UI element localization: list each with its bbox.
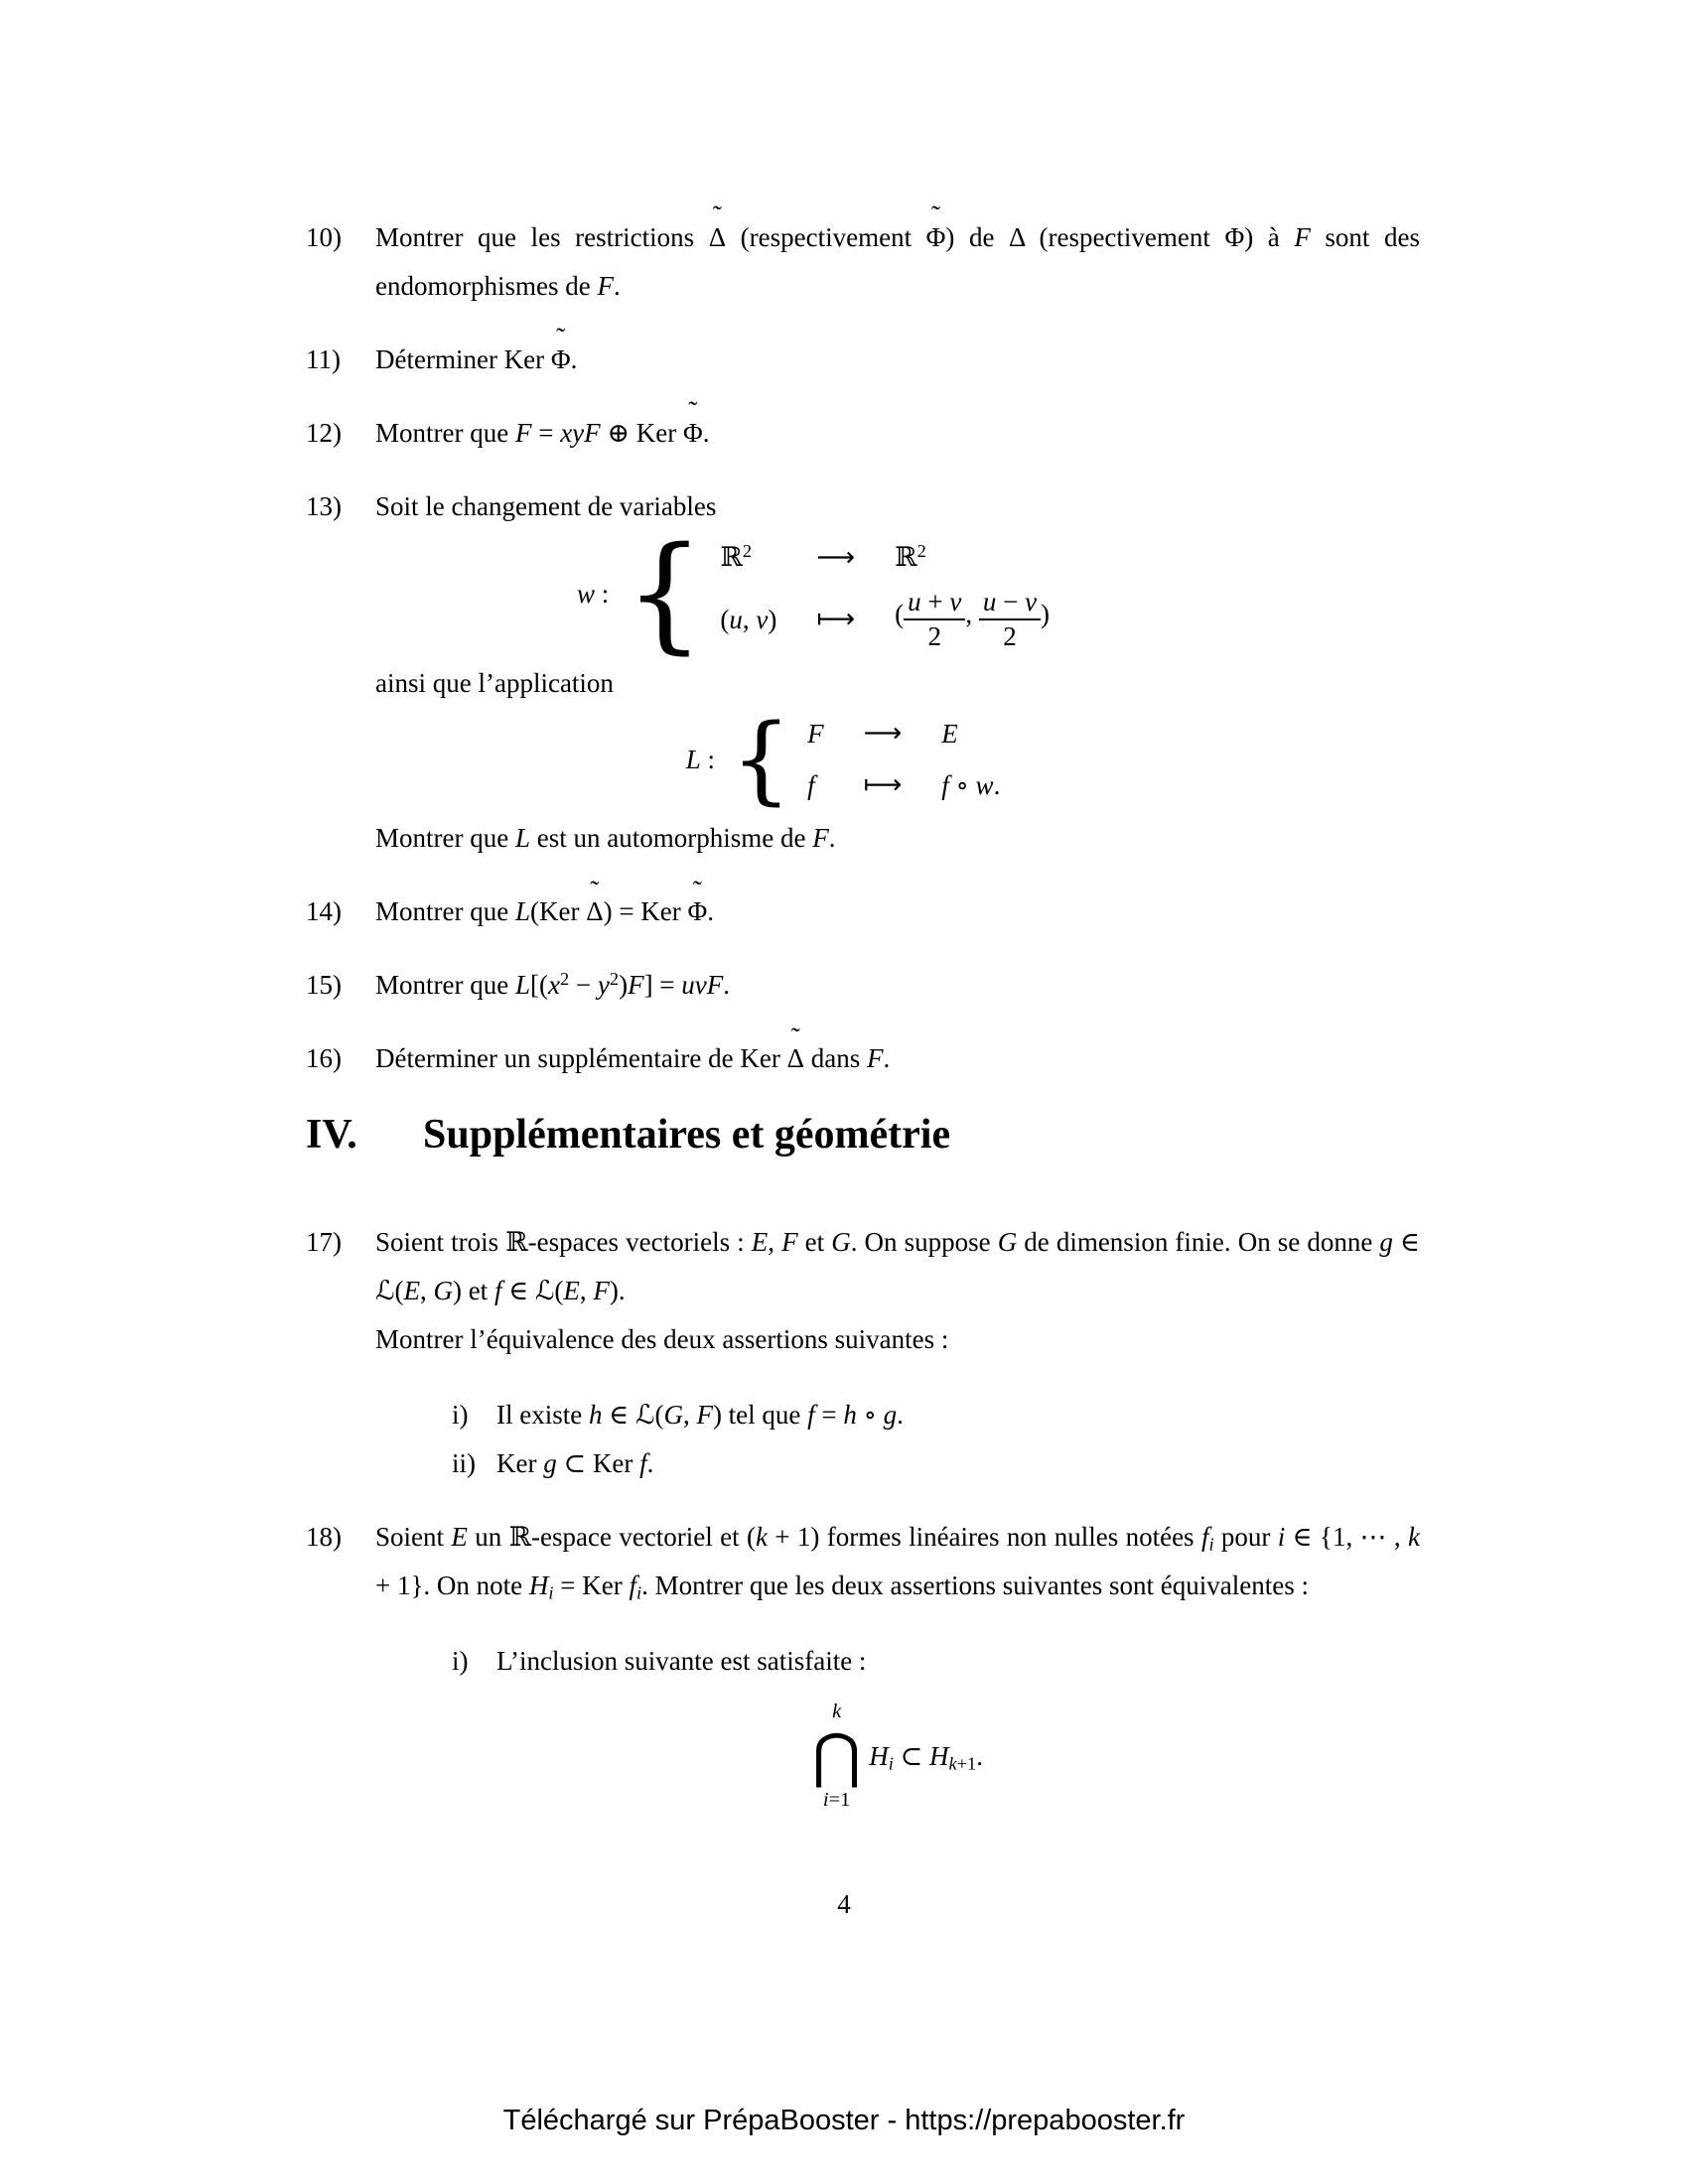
assertion-number: ii) — [452, 1448, 476, 1479]
question-text: ainsi que l’application — [375, 668, 614, 699]
page-number: 4 — [837, 1889, 851, 1919]
question-12 — [306, 396, 1420, 458]
maps-to-arrow-icon: ⟼ — [863, 769, 903, 801]
assertion-number: i) — [452, 1400, 469, 1431]
question-text: Montrer que les restrictions ˜ Δ (respectivement ˜ Φ) de Δ (respectivement Φ) à F sont des endomorphismes de F. — [375, 201, 1420, 301]
question-15 — [306, 961, 1420, 1010]
question-text: Soit le changement de variables — [375, 491, 717, 521]
section-heading — [306, 1111, 1420, 1159]
equation-label: L : — [685, 744, 715, 774]
equation-w-definition: w : { ℝ$^2$ ⟶ ℝ$^2$ (u, v) ⟼ ( $\frac{u + v}{2}$ , $\frac{u - v}{2}$ ) — [576, 520, 1051, 667]
question-16 — [306, 1022, 1420, 1083]
question-number: 18) — [306, 1522, 342, 1553]
question-number: 17) — [306, 1227, 342, 1258]
section-number: IV. — [306, 1112, 357, 1159]
question-number: 12) — [306, 418, 342, 448]
assertion-ii — [375, 1439, 1420, 1488]
image: f ∘ w. — [941, 770, 1001, 801]
question-number: 11) — [306, 344, 341, 374]
codomain: E — [941, 719, 958, 750]
assertion-text: L’inclusion suivante est satisfaite : — [496, 1646, 867, 1677]
argument: f — [807, 770, 815, 801]
intersection-icon: ⋂ — [812, 1721, 862, 1792]
equation-L-definition: L : { F ⟶ E f ⟼ f ∘ w. — [685, 704, 1001, 816]
question-18 — [306, 1513, 1420, 1821]
question-text: Soient E un ℝ-espace vectoriel et (k + 1) formes linéaires non nulles notées $f_i$ pour i ∈ {1, ⋯ , k + 1}. On note $H_i$ = Ker $f_i$. Montrer que les deux assertions suivantes sont équivalentes : — [375, 1522, 1421, 1604]
assertion-i — [375, 1637, 1420, 1686]
question-text: Déterminer un supplémentaire de Ker ˜ Δ dans F. — [375, 1022, 891, 1074]
question-14 — [306, 875, 1420, 936]
page-content — [306, 201, 1421, 1846]
footer-attribution: Téléchargé sur PrépaBooster - https://prepabooster.fr — [502, 2105, 1186, 2136]
assertion-text: Il existe h ∈ ℒ(G, F) tel que f = h ∘ g. — [496, 1400, 904, 1432]
question-11 — [306, 323, 1420, 384]
question-17 — [306, 1218, 1420, 1488]
maps-to-arrow-icon: ⟼ — [816, 603, 856, 634]
equation-body: $H_i$ ⊂ $H_{k+1}$. — [869, 1741, 983, 1774]
maps-to-arrow-icon: ⟶ — [863, 718, 903, 750]
image: ( $\frac{u + v}{2}$ , $\frac{u - v}{2}$ ) — [895, 587, 1051, 652]
question-13 — [306, 482, 1420, 863]
domain: ℝ$^2$ — [720, 540, 753, 573]
maps-to-arrow-icon: ⟶ — [816, 541, 856, 573]
section-title: Supplémentaires et géométrie — [423, 1112, 951, 1159]
question-number: 16) — [306, 1043, 342, 1074]
question-number: 15) — [306, 970, 342, 1001]
question-10 — [306, 201, 1420, 311]
question-text: Montrer que L(Ker ˜ Δ) = Ker ˜ Φ. — [375, 875, 715, 927]
lower-limit: i=1 — [822, 1789, 851, 1812]
question-text: Montrer l’équivalence des deux assertions suivantes : — [375, 1324, 949, 1355]
codomain: ℝ$^2$ — [895, 540, 926, 573]
upper-limit: k — [832, 1701, 842, 1723]
assertion-text: Ker g ⊂ Ker f. — [496, 1448, 654, 1479]
question-text: Montrer que $L[(x^2 - y^2)F]$ = uvF. — [375, 969, 731, 1001]
question-text: Montrer que F = xyF ⊕ Ker ˜ Φ. — [375, 396, 710, 448]
big-intersection-operator — [812, 1700, 861, 1813]
question-number: 13) — [306, 491, 342, 521]
question-text: Déterminer Ker ˜ Φ. — [375, 323, 578, 374]
question-text: Soient trois ℝ-espaces vectoriels : E, F et G. On suppose G de dimension finie. On se donne g ∈ ℒ(E, G) et f ∈ ℒ(E, F). — [375, 1227, 1420, 1307]
equation-label: w : — [576, 578, 610, 609]
question-text: Montrer que L est un automorphisme de F. — [375, 823, 836, 854]
domain: F — [807, 719, 824, 750]
equation-intersection — [375, 1700, 1420, 1813]
assertion-number: i) — [452, 1646, 469, 1677]
assertion-i — [375, 1391, 1420, 1439]
question-number: 10) — [306, 222, 342, 252]
question-number: 14) — [306, 896, 342, 927]
cases-grid — [720, 536, 1050, 651]
argument: (u, v) — [720, 604, 777, 634]
cases-grid — [807, 713, 1000, 806]
